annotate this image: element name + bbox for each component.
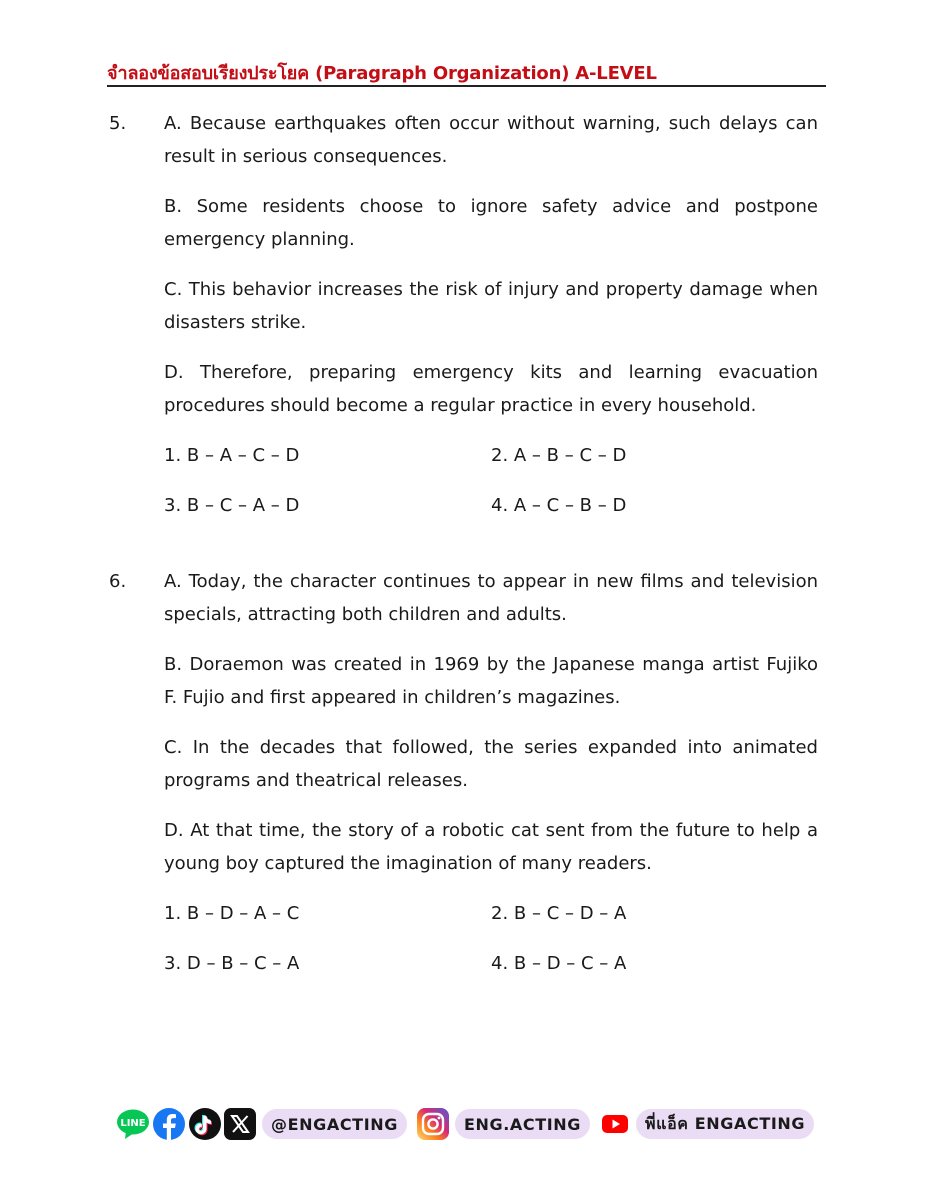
facebook-icon[interactable] [152,1107,186,1141]
answer-choices [164,439,818,522]
handle-instagram[interactable]: ENG.ACTING [455,1109,590,1139]
social-footer [116,1107,814,1141]
tiktok-icon[interactable] [188,1107,222,1141]
question-5 [109,107,818,522]
choice-1[interactable]: 1. B – A – C – D [164,445,300,466]
question-6 [109,565,818,980]
header-divider [107,85,826,87]
choice-3[interactable]: 3. B – C – A – D [164,495,300,516]
choice-1[interactable]: 1. B – D – A – C [164,903,300,924]
statement-d: D. Therefore, preparing emergency kits and learning evacuation procedures should become a regular practice in every household. [164,362,818,416]
statement-b: B. Doraemon was created in 1969 by the Japanese manga artist Fujiko F. Fujio and first appeared in children’s magazines. [164,654,818,708]
choice-4[interactable]: 4. A – C – B – D [491,495,627,516]
youtube-icon[interactable] [602,1114,628,1134]
answer-choices [164,897,818,980]
statement-d: D. At that time, the story of a robotic cat sent from the future to help a young boy captured the imagination of many readers. [164,820,818,874]
statement-b: B. Some residents choose to ignore safety advice and postpone emergency planning. [164,196,818,250]
statement-c: C. This behavior increases the risk of injury and property damage when disasters strike. [164,279,818,333]
choice-3[interactable]: 3. D – B – C – A [164,953,300,974]
instagram-icon[interactable] [417,1108,449,1140]
statement-a: A. Today, the character continues to appear in new films and television specials, attracting both children and adults. [164,571,818,625]
question-number: 6. [109,571,127,592]
statement-c: C. In the decades that followed, the series expanded into animated programs and theatrical releases. [164,737,818,791]
choice-4[interactable]: 4. B – D – C – A [491,953,627,974]
statement-a: A. Because earthquakes often occur without warning, such delays can result in serious consequences. [164,113,818,167]
choice-2[interactable]: 2. B – C – D – A [491,903,627,924]
handle-main[interactable]: @ENGACTING [262,1109,407,1139]
question-number: 5. [109,113,127,134]
page-title: จำลองข้อสอบเรียงประโยค (Paragraph Organization) A-LEVEL [107,63,657,84]
handle-youtube[interactable]: พี่แอ็ค ENGACTING [636,1109,814,1139]
line-icon[interactable] [116,1107,150,1141]
x-icon[interactable] [224,1108,256,1140]
choice-2[interactable]: 2. A – B – C – D [491,445,627,466]
line-logo-text: LINE [120,1118,146,1129]
